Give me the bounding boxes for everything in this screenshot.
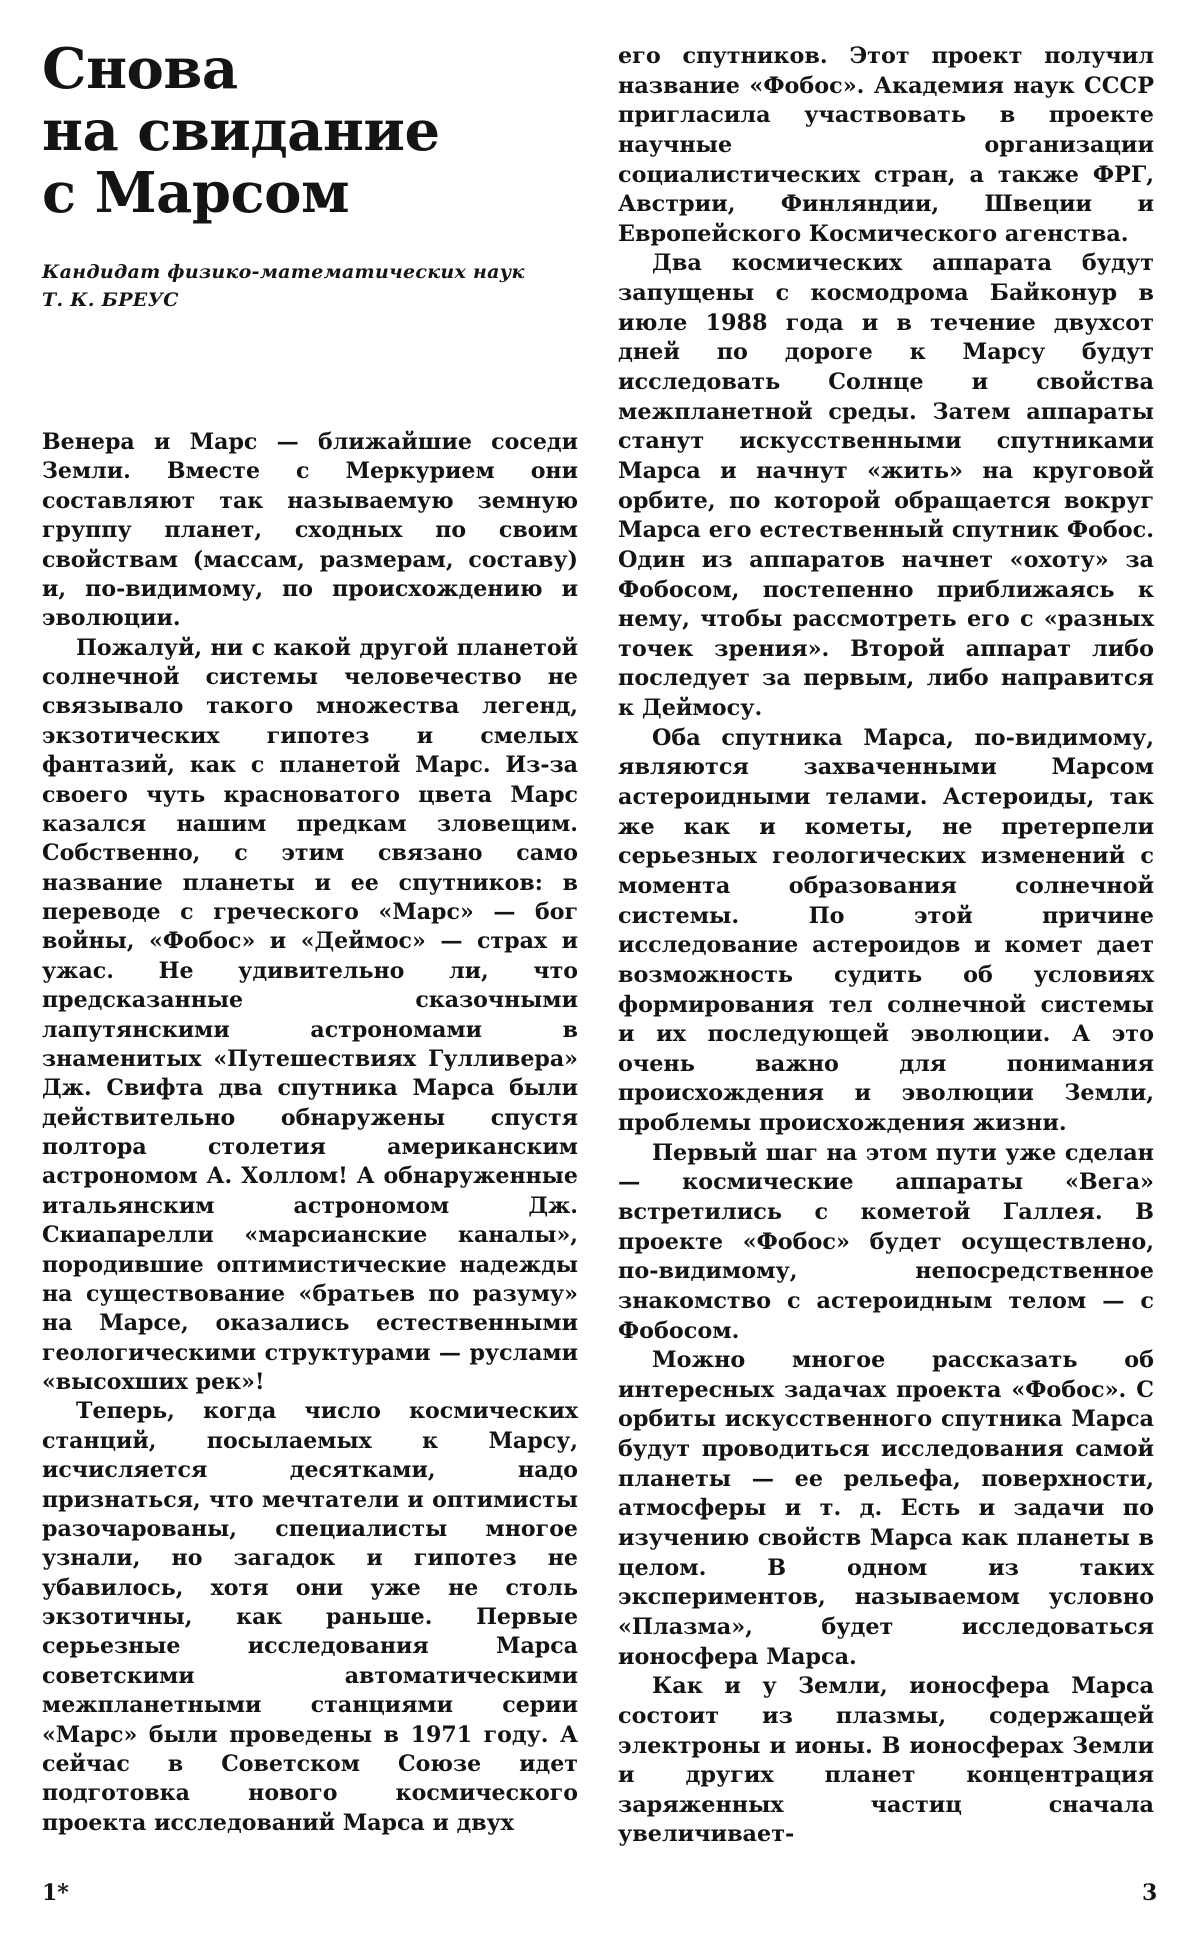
paragraph: Как и у Земли, ионосфера Марса состоит из плазмы, содержащей электроны и ионы. В ионосферах Земли и других планет концентрация заряженных частиц сначала увеличивает-: [618, 1673, 1154, 1848]
title-line: с Марсом: [42, 160, 350, 226]
paragraph: Можно многое рассказать об интересных задачах проекта «Фобос». С орбиты искусственного спутника Марса будут проводиться исследования самой планеты — ее рельефа, поверхности, атмосферы и т. д. Есть и задачи по изучению свойств Марса как планеты в целом. В одном из таких экспериментов, называемом условно «Плазма», будет исследоваться ионосфера Марса.: [618, 1347, 1154, 1670]
title-line: Снова: [42, 36, 238, 102]
paragraph: Два космических аппарата будут запущены с космодрома Байконур в июле 1988 года и в течение двухсот дней по дороге к Марсу будут исследовать Солнце и свойства межпланетной среды. Затем аппараты станут искусственными спутниками Марса и начнут «жить» на круговой орбите, по которой обращается вокруг Марса его естественный спутник Фобос. Один из аппаратов начнет «охоту» за Фобосом, постепенно приближаясь к нему, чтобы рассмотреть его с «разных точек зрения». Второй аппарат либо последует за первым, либо направится к Деймосу.: [618, 250, 1154, 722]
article-title: [42, 38, 562, 224]
paragraph: Венера и Марс — ближайшие соседи Земли. Вместе с Меркурием они составляют так называемую земную группу планет, сходных по своим свойствам (массам, размерам, составу) и, по-видимому, по происхождению и эволюции.: [42, 429, 578, 632]
author-name: Т. К. БРЕУС: [42, 289, 179, 311]
paragraph: Пожалуй, ни с какой другой планетой солнечной системы человечество не связывало такого множества легенд, экзотических гипотез и смелых фантазий, как с планетой Марс. Из-за своего чуть красноватого цвета Марс казался нашим предкам зловещим. Собственно, с этим связано само название планеты и ее спутников: в переводе с греческого «Марс» — бог войны, «Фобос» и «Деймос» — страх и ужас. Не удивительно ли, что предсказанные сказочными лапутянскими астрономами в знаменитых «Путешествиях Гулливера» Дж. Свифта два спутника Марса были действительно обнаружены спустя полтора столетия американским астрономом А. Холлом! А обнаруженные итальянским астрономом Дж. Скиапарелли «марсианские каналы», породившие оптимистические надежды на существование «братьев по разуму» на Марсе, оказались естественными геологическими структурами — руслами «высохших рек»!: [42, 634, 578, 1395]
title-line: на свидание: [42, 98, 440, 164]
left-text-column: [42, 428, 578, 1838]
author-byline: [42, 258, 602, 314]
author-credentials: Кандидат физико-математических наук: [42, 261, 525, 283]
paragraph: его спутников. Этот проект получил название «Фобос». Академия наук СССР пригласила участвовать в проекте научные организации социалистических стран, а также ФРГ, Австрии, Финляндии, Швеции и Европейского Космического агенства.: [618, 43, 1154, 247]
signature-mark: 1*: [42, 1880, 69, 1906]
page-number: 3: [1142, 1880, 1158, 1906]
right-text-column: [618, 42, 1154, 1850]
paragraph: Оба спутника Марса, по-видимому, являются захваченными Марсом астероидными телами. Астероиды, так же как и кометы, не претерпели серьезных геологических изменений с момента образования солнечной системы. По этой причине исследование астероидов и комет дает возможность судить об условиях формирования тел солнечной системы и их последующей эволюции. А это очень важно для понимания происхождения и эволюции Земли, проблемы происхождения жизни.: [618, 724, 1154, 1137]
paragraph: Первый шаг на этом пути уже сделан — космические аппараты «Вега» встретились с кометой Галлея. В проекте «Фобос» будет осуществлено, по-видимому, непосредственное знакомство с астероидным телом — с Фобосом.: [618, 1139, 1154, 1344]
paragraph: Теперь, когда число космических станций, посылаемых к Марсу, исчисляется десятками, надо признаться, что мечтатели и оптимисты разочарованы, специалисты многое узнали, но загадок и гипотез не убавилось, хотя они уже не столь экзотичны, как раньше. Первые серьезные исследования Марса советскими автоматическими межпланетными станциями серии «Марс» были проведены в 1971 году. А сейчас в Советском Союзе идет подготовка нового космического проекта исследований Марса и двух: [42, 1398, 578, 1836]
